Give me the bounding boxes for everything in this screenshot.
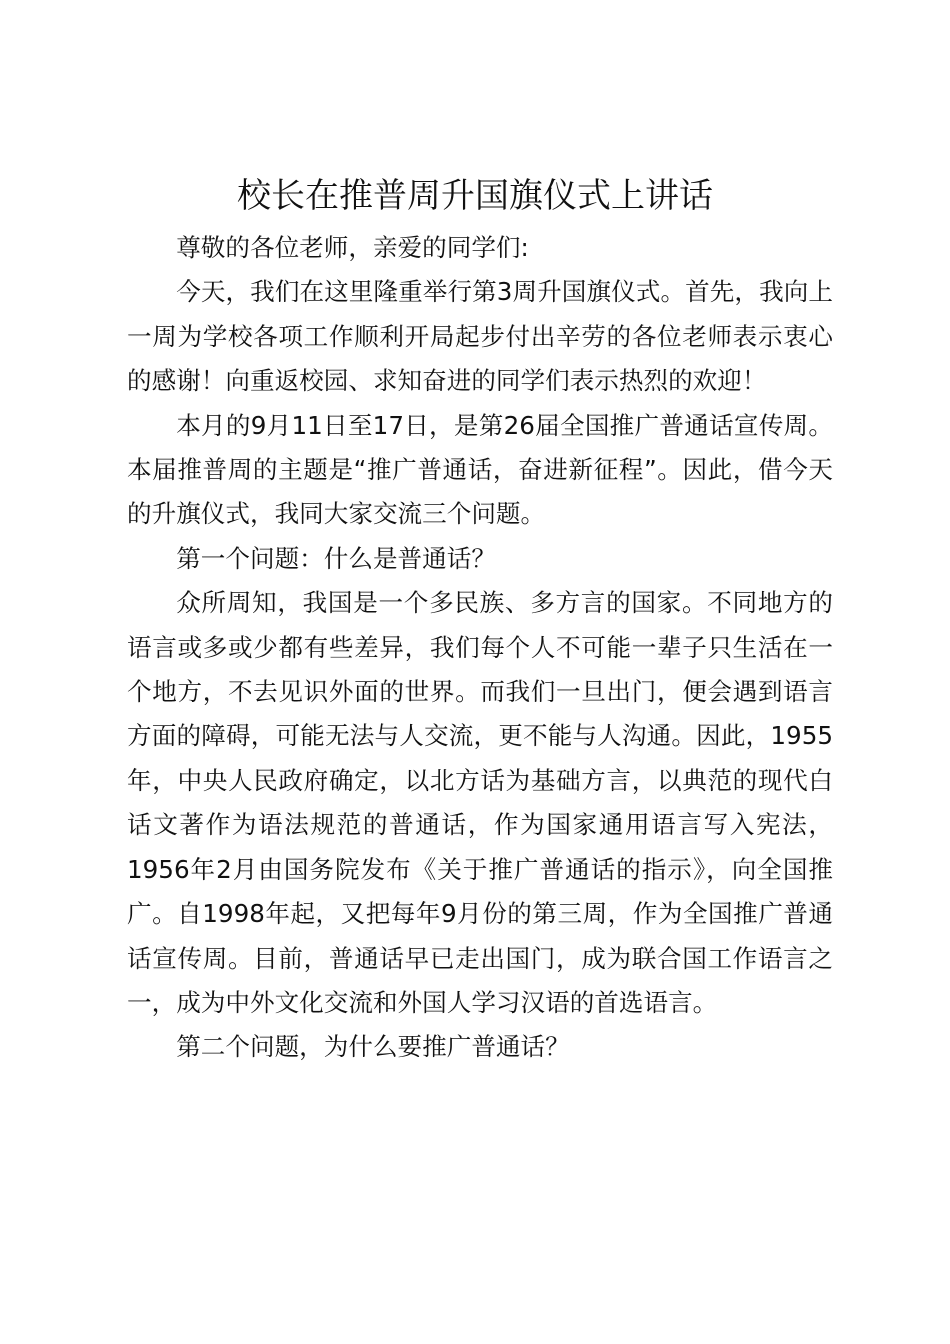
mandarin-explanation-paragraph: 众所周知，我国是一个多民族、多方言的国家。不同地方的语言或多或少都有些差异，我们每个人不可能一辈子只生活在一个地方，不去见识外面的世界。而我们一旦出门，便会遇到语言方面的障碍，可能无法与人交流，更不能与人沟通。因此，1955年，中央人民政府确定，以北方话为基础方言，以典范的现代白话文著作为语法规范的普通话，作为国家通用语言写入宪法，1956年2月由国务院发布《关于推广普通话的指示》，向全国推广。自1998年起，又把每年9月份的第三周，作为全国推广普通话宣传周。目前，普通话早已走出国门，成为联合国工作语言之一，成为中外文化交流和外国人学习汉语的首选语言。	[127, 588, 833, 1017]
question-one-heading: 第一个问题：什么是普通话？	[176, 543, 496, 573]
question-two-heading: 第二个问题，为什么要推广普通话？	[176, 1032, 570, 1062]
document-body	[127, 226, 833, 1070]
promotion-week-paragraph: 本月的9月11日至17日，是第26届全国推广普通话宣传周。本届推普周的主题是“推广普通话，奋进新征程”。因此，借今天的升旗仪式，我同大家交流三个问题。	[127, 410, 833, 529]
opening-paragraph: 今天，我们在这里隆重举行第3周升国旗仪式。首先，我向上一周为学校各项工作顺利开局起步付出辛劳的各位老师表示衷心的感谢！向重返校园、求知奋进的同学们表示热烈的欢迎！	[127, 277, 833, 396]
salutation-paragraph: 尊敬的各位老师，亲爱的同学们:	[176, 233, 529, 262]
document-title: 校长在推普周升国旗仪式上讲话	[237, 176, 713, 216]
